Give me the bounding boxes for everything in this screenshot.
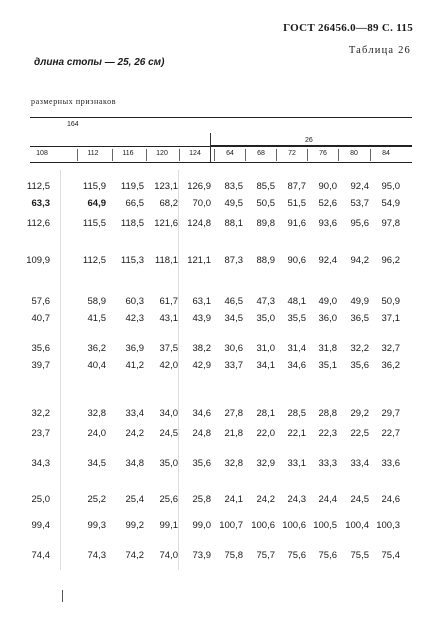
table-cell: 24,0 xyxy=(87,428,106,439)
table-cell: 33,6 xyxy=(381,458,400,469)
table-cell: 34,5 xyxy=(87,458,106,469)
table-cell: 36,0 xyxy=(318,313,337,324)
table-cell: 32,8 xyxy=(224,458,243,469)
table-cell: 115,5 xyxy=(82,218,106,229)
caption-fragment: размерных признаков xyxy=(31,97,117,106)
table-cell: 96,2 xyxy=(381,255,400,266)
table-cell: 33,7 xyxy=(224,360,243,371)
table-cell: 24,5 xyxy=(350,494,369,505)
body-column-divider xyxy=(60,170,61,570)
table-cell: 34,0 xyxy=(159,408,178,419)
table-cell: 22,1 xyxy=(287,428,306,439)
table-cell: 36,2 xyxy=(87,343,106,354)
table-cell: 33,4 xyxy=(350,458,369,469)
table-cell: 75,4 xyxy=(381,550,400,561)
table-cell: 24,6 xyxy=(381,494,400,505)
table-cell: 75,7 xyxy=(256,550,275,561)
table-cell: 66,5 xyxy=(125,198,144,209)
header-rule-columns xyxy=(30,162,412,163)
column-separator xyxy=(112,149,113,161)
table-cell: 40,7 xyxy=(31,313,50,324)
table-cell: 87,7 xyxy=(287,181,306,192)
column-header: 80 xyxy=(350,150,358,157)
table-cell: 24,8 xyxy=(192,428,211,439)
table-row xyxy=(0,198,427,210)
table-cell: 92,4 xyxy=(318,255,337,266)
table-cell: 123,1 xyxy=(154,181,178,192)
table-cell: 49,9 xyxy=(350,296,369,307)
table-cell: 32,8 xyxy=(87,408,106,419)
column-separator xyxy=(179,149,180,161)
table-subtitle: длина стопы — 25, 26 см) xyxy=(34,57,165,68)
table-cell: 27,8 xyxy=(224,408,243,419)
table-cell: 43,1 xyxy=(159,313,178,324)
table-cell: 115,3 xyxy=(120,255,144,266)
table-cell: 95,0 xyxy=(381,181,400,192)
column-separator xyxy=(338,149,339,161)
table-cell: 36,2 xyxy=(381,360,400,371)
table-cell: 74,2 xyxy=(125,550,144,561)
column-group-26: 26 xyxy=(305,137,313,144)
table-cell: 92,4 xyxy=(350,181,369,192)
table-cell: 64,9 xyxy=(87,198,106,209)
table-cell: 41,5 xyxy=(87,313,106,324)
table-cell: 100,3 xyxy=(376,520,400,531)
table-row xyxy=(0,255,427,267)
table-cell: 50,9 xyxy=(381,296,400,307)
header-rule-top xyxy=(30,117,412,118)
table-cell: 118,1 xyxy=(154,255,178,266)
table-cell: 38,2 xyxy=(192,343,211,354)
table-row xyxy=(0,408,427,420)
column-header: 84 xyxy=(382,150,390,157)
table-cell: 97,8 xyxy=(381,218,400,229)
table-cell: 28,1 xyxy=(256,408,275,419)
column-group-164: 164 xyxy=(67,121,79,128)
table-cell: 126,9 xyxy=(187,181,211,192)
table-cell: 58,9 xyxy=(87,296,106,307)
table-cell: 40,4 xyxy=(87,360,106,371)
column-separator xyxy=(77,149,78,161)
table-cell: 121,1 xyxy=(187,255,211,266)
table-row xyxy=(0,458,427,470)
table-cell: 100,4 xyxy=(345,520,369,531)
table-cell: 95,6 xyxy=(350,218,369,229)
table-cell: 46,5 xyxy=(224,296,243,307)
table-row xyxy=(0,520,427,532)
table-cell: 31,0 xyxy=(256,343,275,354)
table-cell: 90,0 xyxy=(318,181,337,192)
column-separator xyxy=(146,149,147,161)
table-cell: 90,6 xyxy=(287,255,306,266)
table-cell: 21,8 xyxy=(224,428,243,439)
table-row xyxy=(0,343,427,355)
table-cell: 74,4 xyxy=(31,550,50,561)
table-cell: 41,2 xyxy=(125,360,144,371)
table-row xyxy=(0,360,427,372)
column-header: 68 xyxy=(257,150,265,157)
table-cell: 100,7 xyxy=(219,520,243,531)
table-cell: 36,5 xyxy=(350,313,369,324)
table-cell: 70,0 xyxy=(192,198,211,209)
table-cell: 32,2 xyxy=(350,343,369,354)
column-header: 64 xyxy=(226,150,234,157)
table-cell: 32,7 xyxy=(381,343,400,354)
table-cell: 63,1 xyxy=(192,296,211,307)
body-column-divider xyxy=(178,170,179,570)
table-cell: 37,1 xyxy=(381,313,400,324)
table-cell: 32,9 xyxy=(256,458,275,469)
table-cell: 34,6 xyxy=(287,360,306,371)
table-cell: 75,6 xyxy=(287,550,306,561)
table-cell: 39,7 xyxy=(31,360,50,371)
table-cell: 54,9 xyxy=(381,198,400,209)
table-cell: 121,6 xyxy=(154,218,178,229)
table-cell: 51,5 xyxy=(287,198,306,209)
column-header: 112 xyxy=(87,150,99,157)
table-cell: 100,6 xyxy=(282,520,306,531)
table-cell: 25,4 xyxy=(125,494,144,505)
table-cell: 34,8 xyxy=(125,458,144,469)
table-cell: 112,5 xyxy=(26,181,50,192)
table-cell: 88,9 xyxy=(256,255,275,266)
table-cell: 53,7 xyxy=(350,198,369,209)
table-cell: 118,5 xyxy=(120,218,144,229)
table-cell: 83,5 xyxy=(224,181,243,192)
table-cell: 22,3 xyxy=(318,428,337,439)
table-cell: 34,1 xyxy=(256,360,275,371)
table-cell: 31,8 xyxy=(318,343,337,354)
column-separator xyxy=(245,149,246,161)
table-cell: 60,3 xyxy=(125,296,144,307)
table-number: Таблица 26 xyxy=(348,45,411,56)
column-separator xyxy=(307,149,308,161)
table-cell: 24,5 xyxy=(159,428,178,439)
table-cell: 37,5 xyxy=(159,343,178,354)
table-row xyxy=(0,181,427,193)
table-cell: 42,0 xyxy=(159,360,178,371)
table-row xyxy=(0,428,427,440)
table-cell: 89,8 xyxy=(256,218,275,229)
table-cell: 29,7 xyxy=(381,408,400,419)
table-cell: 24,3 xyxy=(287,494,306,505)
table-cell: 75,6 xyxy=(318,550,337,561)
table-cell: 34,3 xyxy=(31,458,50,469)
table-cell: 22,0 xyxy=(256,428,275,439)
table-cell: 35,1 xyxy=(318,360,337,371)
column-header: 76 xyxy=(319,150,327,157)
table-cell: 22,5 xyxy=(350,428,369,439)
table-cell: 99,0 xyxy=(192,520,211,531)
column-separator xyxy=(214,149,215,161)
table-cell: 63,3 xyxy=(31,198,50,209)
table-cell: 119,5 xyxy=(120,181,144,192)
table-row xyxy=(0,550,427,562)
table-cell: 68,2 xyxy=(159,198,178,209)
table-cell: 73,9 xyxy=(192,550,211,561)
table-cell: 33,4 xyxy=(125,408,144,419)
table-cell: 23,7 xyxy=(31,428,50,439)
table-cell: 100,6 xyxy=(251,520,275,531)
table-cell: 99,2 xyxy=(125,520,144,531)
table-cell: 25,6 xyxy=(159,494,178,505)
table-cell: 57,6 xyxy=(31,296,50,307)
table-cell: 100,5 xyxy=(313,520,337,531)
table-cell: 24,1 xyxy=(224,494,243,505)
column-header: 120 xyxy=(156,150,168,157)
table-cell: 99,3 xyxy=(87,520,106,531)
column-separator xyxy=(276,149,277,161)
table-cell: 35,6 xyxy=(350,360,369,371)
table-cell: 124,8 xyxy=(187,218,211,229)
table-cell: 42,9 xyxy=(192,360,211,371)
table-cell: 99,4 xyxy=(31,520,50,531)
table-cell: 47,3 xyxy=(256,296,275,307)
table-cell: 24,2 xyxy=(256,494,275,505)
table-row xyxy=(0,296,427,308)
table-row xyxy=(0,313,427,325)
table-cell: 24,2 xyxy=(125,428,144,439)
column-header: 124 xyxy=(189,150,201,157)
page-header: ГОСТ 26456.0—89 С. 115 xyxy=(283,22,413,34)
table-cell: 28,8 xyxy=(318,408,337,419)
table-cell: 43,9 xyxy=(192,313,211,324)
table-cell: 75,8 xyxy=(224,550,243,561)
table-cell: 30,6 xyxy=(224,343,243,354)
column-separator xyxy=(370,149,371,161)
table-cell: 115,9 xyxy=(82,181,106,192)
table-cell: 24,4 xyxy=(318,494,337,505)
table-cell: 93,6 xyxy=(318,218,337,229)
table-cell: 88,1 xyxy=(224,218,243,229)
table-cell: 34,5 xyxy=(224,313,243,324)
table-cell: 35,6 xyxy=(192,458,211,469)
table-cell: 50,5 xyxy=(256,198,275,209)
table-cell: 35,6 xyxy=(31,343,50,354)
table-cell: 25,2 xyxy=(87,494,106,505)
table-cell: 35,0 xyxy=(159,458,178,469)
table-cell: 91,6 xyxy=(287,218,306,229)
table-cell: 33,3 xyxy=(318,458,337,469)
table-cell: 28,5 xyxy=(287,408,306,419)
table-cell: 35,5 xyxy=(287,313,306,324)
header-rule-bottom xyxy=(30,146,412,147)
table-cell: 34,6 xyxy=(192,408,211,419)
table-cell: 61,7 xyxy=(159,296,178,307)
bottom-mark xyxy=(62,590,63,602)
table-cell: 49,0 xyxy=(318,296,337,307)
table-cell: 75,5 xyxy=(350,550,369,561)
table-row xyxy=(0,494,427,506)
table-cell: 112,6 xyxy=(26,218,50,229)
table-cell: 74,3 xyxy=(87,550,106,561)
table-cell: 22,7 xyxy=(381,428,400,439)
table-cell: 94,2 xyxy=(350,255,369,266)
table-cell: 99,1 xyxy=(159,520,178,531)
group-divider xyxy=(210,133,211,162)
column-header: 116 xyxy=(122,150,134,157)
table-cell: 109,9 xyxy=(26,255,50,266)
table-cell: 52,6 xyxy=(318,198,337,209)
column-header: 108 xyxy=(36,150,48,157)
table-cell: 25,8 xyxy=(192,494,211,505)
table-row xyxy=(0,218,427,230)
table-cell: 25,0 xyxy=(31,494,50,505)
table-cell: 32,2 xyxy=(31,408,50,419)
table-cell: 48,1 xyxy=(287,296,306,307)
table-cell: 35,0 xyxy=(256,313,275,324)
table-cell: 36,9 xyxy=(125,343,144,354)
table-cell: 29,2 xyxy=(350,408,369,419)
table-cell: 33,1 xyxy=(287,458,306,469)
table-cell: 31,4 xyxy=(287,343,306,354)
table-cell: 49,5 xyxy=(224,198,243,209)
column-header: 72 xyxy=(288,150,296,157)
table-cell: 74,0 xyxy=(159,550,178,561)
table-cell: 87,3 xyxy=(224,255,243,266)
table-cell: 112,5 xyxy=(82,255,106,266)
table-cell: 85,5 xyxy=(256,181,275,192)
table-cell: 42,3 xyxy=(125,313,144,324)
